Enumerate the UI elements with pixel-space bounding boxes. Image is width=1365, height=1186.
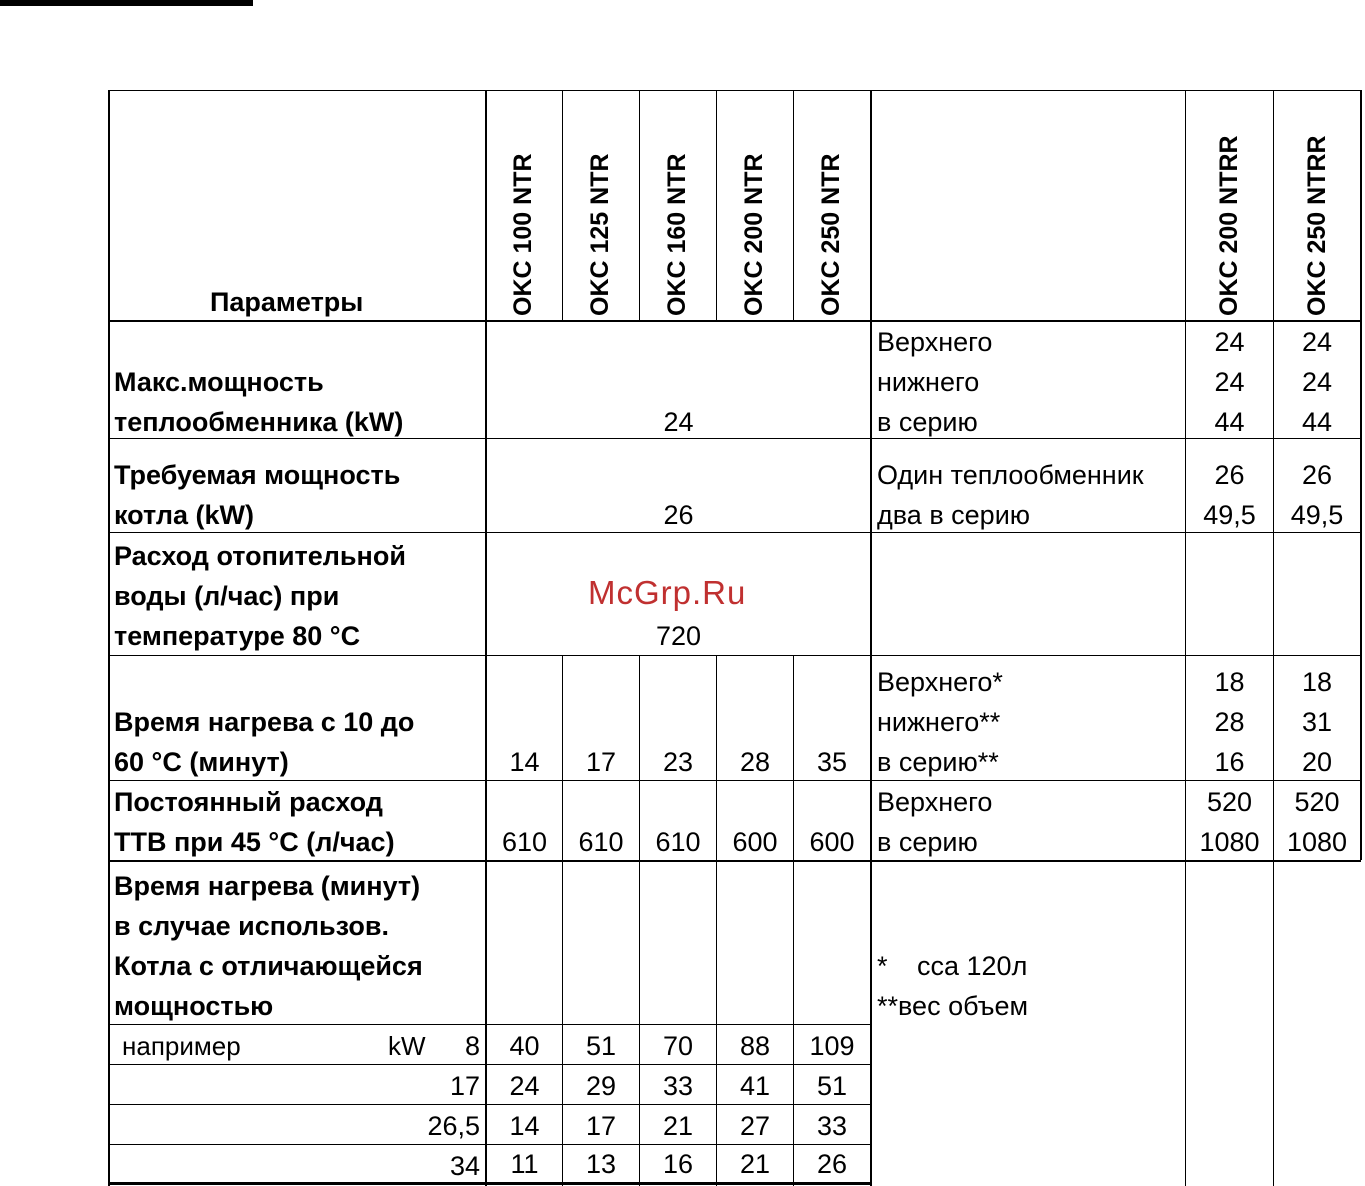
footnote: **вес объем [877,991,1029,1021]
row-label: Время нагрева с 10 до [114,707,415,737]
cell-value: 26 [816,1149,848,1179]
cell-value: 49,5 [1290,500,1344,530]
example-kw: 8 [464,1031,480,1061]
cell-value: 24 [663,407,694,437]
params-header: Параметры [210,287,364,317]
cell-value: 28 [739,747,771,777]
row-label: Постоянный расход [114,787,383,817]
cell-value: 610 [578,827,624,857]
cell-value: 1080 [1286,827,1348,857]
cell-value: 14 [509,1111,540,1141]
cell-value: 35 [816,747,848,777]
cell-value: 26 [1214,460,1245,490]
cell-value: 33 [816,1111,848,1141]
cell-value: 40 [509,1031,540,1061]
cell-value: 21 [662,1111,694,1141]
cell-value: 24 [1214,367,1245,397]
cell-value: 24 [1301,327,1333,357]
cell-value: 51 [816,1071,848,1101]
cell-value: 28 [1214,707,1245,737]
cell-value: 24 [1214,327,1245,357]
row-label: ТТВ при 45 °C (л/час) [114,827,395,857]
example-kw: 34 [449,1151,480,1181]
cell-value: 51 [585,1031,617,1061]
cell-value: 610 [501,827,548,857]
cell-value: 16 [1214,747,1245,777]
cell-value: 44 [1214,407,1245,437]
cell-value: 21 [739,1149,771,1179]
cell-value: 23 [662,747,694,777]
cell-value: 44 [1301,407,1333,437]
cell-value: 49,5 [1203,500,1256,530]
row-label: мощностью [114,991,274,1021]
grid-line [793,90,794,320]
grid-line [108,90,110,1186]
cell-value: 17 [585,1111,617,1141]
note: Верхнего [877,327,993,357]
row-label: воды (л/час) при [114,581,340,611]
cell-value: 88 [739,1031,771,1061]
footnote-mark: * [877,951,888,981]
cell-value: 24 [509,1071,540,1101]
row-label: теплообменника (kW) [114,407,404,437]
note: Один теплообменник [877,460,1144,490]
cell-value: 26 [1301,460,1333,490]
grid-line [1273,90,1274,1186]
cell-value: 18 [1301,667,1333,697]
grid-line [716,90,717,320]
cell-value: 109 [809,1031,855,1061]
cell-value: 17 [585,747,617,777]
example-kw: 17 [449,1071,480,1101]
cell-value: 27 [739,1111,771,1141]
cell-value: 41 [739,1071,771,1101]
cell-value: 33 [662,1071,694,1101]
note: в серию** [877,747,999,777]
cell-value: 1080 [1199,827,1260,857]
note: нижнего [877,367,980,397]
cell-value: 70 [662,1031,694,1061]
cell-value: 720 [655,621,702,651]
row-label: в случае использов. [114,911,389,941]
example-kw: 26,5 [427,1111,480,1141]
cell-value: 26 [663,500,694,530]
row-label: 60 °C (минут) [114,747,289,777]
watermark: McGrp.Ru [588,574,747,611]
row-label: Расход отопительной [114,541,406,571]
cell-value: 14 [509,747,540,777]
note: в серию [877,827,978,857]
note: два в серию [877,500,1031,530]
example-unit: kW [388,1031,426,1061]
row-label: Макс.мощность [114,367,324,397]
note: нижнего** [877,707,1001,737]
grid-line [1185,90,1186,1186]
grid-line [562,90,563,320]
footnote: cca 120л [917,951,1028,981]
grid-line [1360,90,1362,860]
row-label: Время нагрева (минут) [114,871,421,901]
grid-line [639,90,640,320]
row-label: Требуемая мощность [114,460,401,490]
note: в серию [877,407,978,437]
note: Верхнего* [877,667,1003,697]
cell-value: 520 [1294,787,1340,817]
cell-value: 29 [585,1071,617,1101]
cell-value: 610 [655,827,701,857]
cell-value: 20 [1301,747,1333,777]
cell-value: 13 [585,1149,617,1179]
cell-value: 520 [1206,787,1253,817]
row-label: Котла с отличающейся [114,951,423,981]
cell-value: 16 [662,1149,694,1179]
row-label: котла (kW) [114,500,254,530]
note: Верхнего [877,787,993,817]
cell-value: 11 [510,1149,539,1179]
grid-line [108,90,1361,91]
example-prefix: например [122,1031,241,1061]
grid-line [870,90,872,1186]
cell-value: 18 [1214,667,1245,697]
cell-value: 24 [1301,367,1333,397]
cell-value: 31 [1301,707,1333,737]
cell-value: 600 [732,827,778,857]
parameters-table: Параметры OKC 100 NTR OKC 125 NTR OKC 160 NTR OKC 200 NTR OKC 250 NTR OKC 200 NTRR OKC 250 NTRR Макс.мощность теплообменника (kW) 24 Верхнего нижнего в серию 24 24 44 24 24 44 Требуемая мощность котла (kW) 26 Один теплообменник два в серию 26 49,5 26 49,5 Расход отопительной воды (л/час) при температуре 80 °C 720 Время нагрева с 10 до 60 °C (минут) 14 17 23 28 35 Верхнего* нижнего** в серию** 18 28 16 18 31 20 Постоянный расход ТТВ при 45 °C (л/час) 610 610 610 600 600 Верхнего в серию 520 1080 520 1080 Время нагрева (минут) в случае использов. Котла с отличающейся мощностью * cca 120л **вес объем например kW 8 17 26,5 34 40 51 70 88 109 24 29 33 41 51 14 17 21 27 33 11 13 16 21 26 McGrp.Ru [0,0,1365,1186]
cell-value: 600 [809,827,855,857]
row-label: температуре 80 °C [114,621,361,651]
